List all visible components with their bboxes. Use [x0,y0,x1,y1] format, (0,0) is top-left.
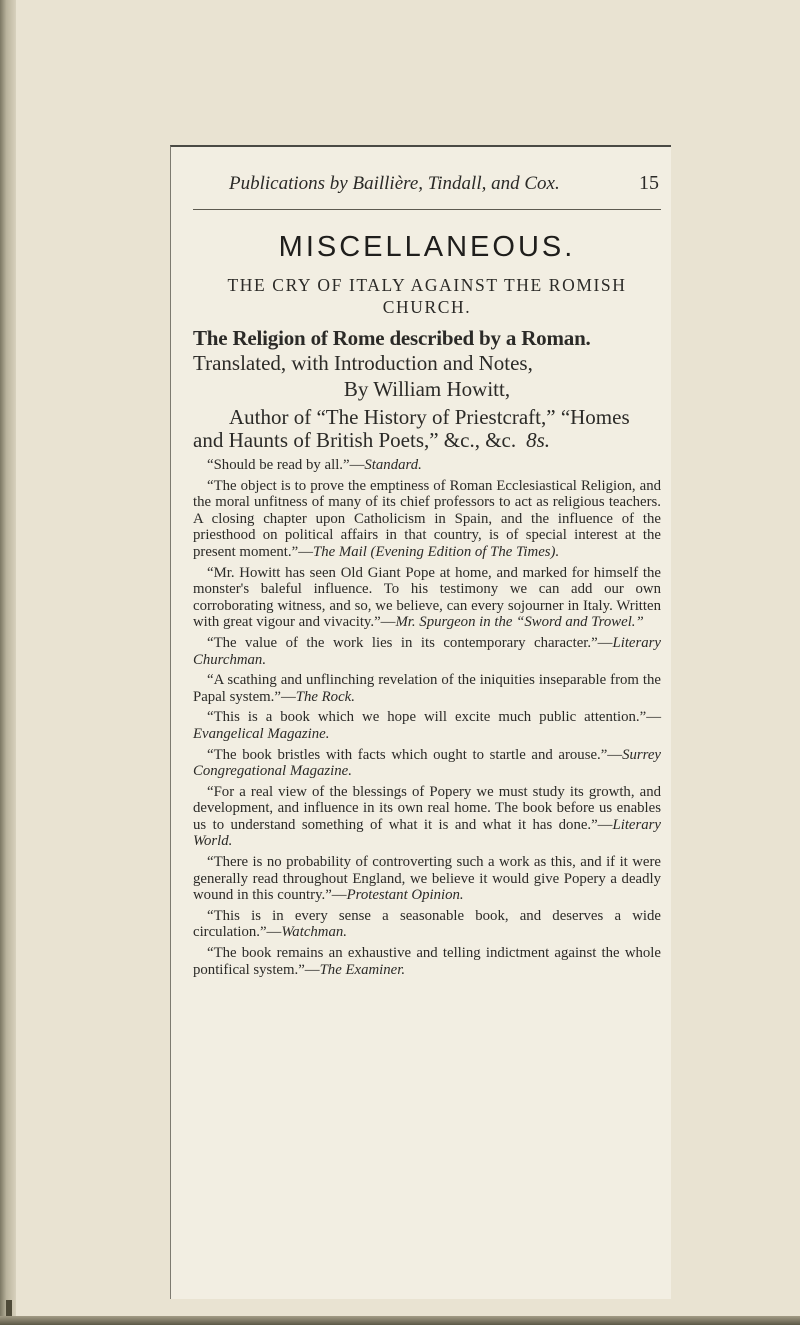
review-text: “The value of the work lies in its contemporary character.”— [207,634,613,651]
review-quote [193,709,661,742]
review-source: Literary Churchman. [193,634,661,668]
review-text: “The book bristles with facts which ought to startle and arouse.”— [207,746,623,763]
page-bottom-edge [0,1316,800,1325]
review-source: Protestant Opinion. [346,887,464,904]
review-quote [193,565,661,631]
review-text: “Mr. Howitt has seen Old Giant Pope at home, and marked for himself the monster's baleful influence. To his testimony we can add our own corroborating witness, and so, we believe, can every sojourner in Italy. Written with great vigour and vivacity.”— [193,564,661,631]
author-credits [193,406,661,452]
review-source: The Examiner. [319,961,406,978]
page-content [193,217,661,982]
review-text: “The book remains an exhaustive and telling indictment against the whole pontifical system.”— [193,945,661,978]
review-quote [193,478,661,561]
review-quote [193,747,661,780]
author-byline: By William Howitt, [343,377,511,401]
book-binding-edge [0,0,16,1325]
review-quote [193,784,661,850]
review-source: The Mail (Evening Edition of The Times). [313,543,560,560]
review-source: Mr. Spurgeon in the “Sword and Trowel.” [395,614,644,631]
review-text: “There is no probability of controverting such a work as this, and if it were generally read throughout England, we believe it would give Popery a deadly wound in this country.”— [193,854,661,904]
review-list [193,457,661,978]
description-lead: The Religion of Rome described by a Roman. [193,326,591,350]
price: 8s. [526,428,551,452]
review-quote [193,635,661,668]
review-text: “A scathing and unflinching revelation of the iniquities inseparable from the Papal system.”— [193,672,661,705]
review-quote [193,672,661,705]
review-text: “This is a book which we hope will excite much public attention.”— [207,709,661,726]
author-works: Author of “The History of Priestcraft,” “Homes and Haunts of British Poets,” &c., &c. [193,405,630,452]
review-text: “Should be read by all.”— [207,457,365,473]
review-text: “The object is to prove the emptiness of Roman Ecclesiastical Religion, and the moral unfitness of many of its chief professors to act as religious teachers. A closing chapter upon Catholicism in Spain, and the influence of the priesthood on political affairs in that country, is of special interest at the present moment.”— [193,477,661,560]
review-source: Surrey Congregational Magazine. [193,746,661,780]
header-rule [193,209,661,210]
review-source: Watchman. [281,924,347,941]
review-text: “For a real view of the blessings of Popery we must study its growth, and development, and influence in its own real home. The book before us enables us to understand something of what it is and what it has done.”— [193,783,661,833]
review-source: Evangelical Magazine. [193,725,330,742]
review-quote [193,908,661,941]
printed-page [170,145,671,1299]
review-text: “This is in every sense a seasonable book, and deserves a wide circulation.”— [193,907,661,941]
section-title: MISCELLANEOUS. [278,231,576,263]
book-title: THE CRY OF ITALY AGAINST THE ROMISH CHURCH. [227,275,627,317]
page-header [229,169,659,201]
review-source: The Rock. [295,688,355,705]
review-source: Standard. [364,457,422,473]
review-source: Literary World. [193,816,661,850]
book-description [193,326,661,376]
running-head: Publications by Baillière, Tindall, and Cox. [229,173,560,194]
description-rest: Translated, with Introduction and Notes, [193,351,533,375]
review-quote [193,945,661,978]
page-number: 15 [639,172,659,194]
review-quote [193,854,661,904]
review-quote [193,457,661,474]
